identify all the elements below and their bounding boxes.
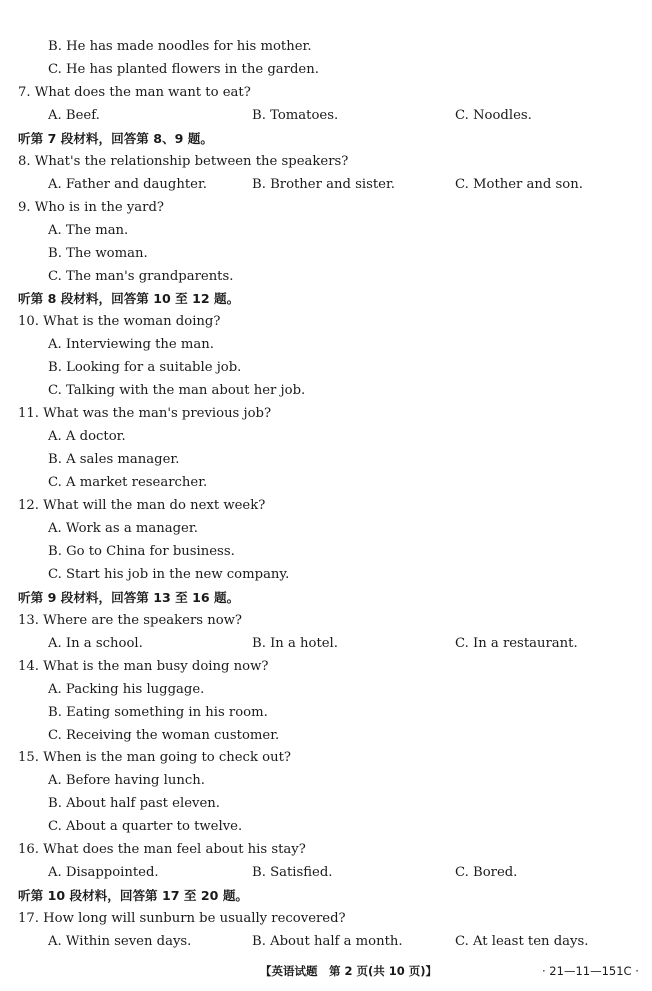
answer-option: A. Interviewing the man.	[48, 337, 214, 352]
question-text: 17. How long will sunburn be usually recovered?	[18, 911, 346, 926]
answer-option: A. Before having lunch.	[48, 773, 205, 788]
page-footer-code: · 21—11—151C ·	[542, 964, 639, 978]
section-instruction: 听第 10 段材料，回答第 17 至 20 题。	[18, 888, 249, 903]
answer-option: C. Receiving the woman customer.	[48, 728, 280, 743]
question-text: 14. What is the man busy doing now?	[18, 659, 269, 674]
option-a: A. Beef.	[48, 108, 100, 123]
question-text: 11. What was the man's previous job?	[18, 406, 272, 421]
option-c: C. Noodles.	[455, 108, 532, 123]
answer-option: B. Eating something in his room.	[48, 705, 268, 720]
answer-option: B. The woman.	[48, 246, 148, 261]
answer-option: A. A doctor.	[48, 429, 126, 444]
answer-option: A. Packing his luggage.	[48, 682, 205, 697]
answer-option: C. Talking with the man about her job.	[48, 383, 306, 398]
answer-option: B. A sales manager.	[48, 452, 180, 467]
option-b: B. About half a month.	[252, 934, 403, 949]
option-c: C. At least ten days.	[455, 934, 589, 949]
option-a: A. Father and daughter.	[48, 177, 207, 192]
option-b: B. Tomatoes.	[252, 108, 339, 123]
question-text: 13. Where are the speakers now?	[18, 613, 242, 628]
answer-option: C. A market researcher.	[48, 475, 208, 490]
question-text: 8. What's the relationship between the speakers?	[18, 154, 349, 169]
answer-option: A. The man.	[48, 223, 129, 238]
option-a: A. Within seven days.	[48, 934, 192, 949]
section-instruction: 听第 9 段材料，回答第 13 至 16 题。	[18, 590, 240, 605]
question-text: 10. What is the woman doing?	[18, 314, 221, 329]
answer-option: C. About a quarter to twelve.	[48, 819, 243, 834]
answer-option: C. The man's grandparents.	[48, 269, 234, 284]
option-c: C. Mother and son.	[455, 177, 583, 192]
options-row	[0, 863, 652, 883]
option-a: A. In a school.	[48, 636, 143, 651]
option-b: B. In a hotel.	[252, 636, 338, 651]
options-row	[0, 634, 652, 654]
option-b: B. Brother and sister.	[252, 177, 395, 192]
option-c: C. Bored.	[455, 865, 518, 880]
question-text: 15. When is the man going to check out?	[18, 750, 291, 765]
section-instruction: 听第 7 段材料，回答第 8、9 题。	[18, 131, 213, 146]
answer-option: B. About half past eleven.	[48, 796, 220, 811]
page-footer-title: 【英语试题 第 2 页(共 10 页)】	[260, 964, 438, 978]
options-row	[0, 932, 652, 952]
options-row	[0, 175, 652, 195]
answer-option: B. Go to China for business.	[48, 544, 235, 559]
answer-option: A. Work as a manager.	[48, 521, 198, 536]
question-text: 7. What does the man want to eat?	[18, 85, 251, 100]
option-b: B. Satisfied.	[252, 865, 333, 880]
option-a: A. Disappointed.	[48, 865, 159, 880]
answer-option: B. Looking for a suitable job.	[48, 360, 242, 375]
options-row	[0, 106, 652, 126]
question-text: 16. What does the man feel about his stay?	[18, 842, 306, 857]
answer-option: B. He has made noodles for his mother.	[48, 39, 312, 54]
option-c: C. In a restaurant.	[455, 636, 578, 651]
answer-option: C. He has planted flowers in the garden.	[48, 62, 319, 77]
question-text: 9. Who is in the yard?	[18, 200, 164, 215]
question-text: 12. What will the man do next week?	[18, 498, 266, 513]
section-instruction: 听第 8 段材料，回答第 10 至 12 题。	[18, 291, 240, 306]
answer-option: C. Start his job in the new company.	[48, 567, 290, 582]
